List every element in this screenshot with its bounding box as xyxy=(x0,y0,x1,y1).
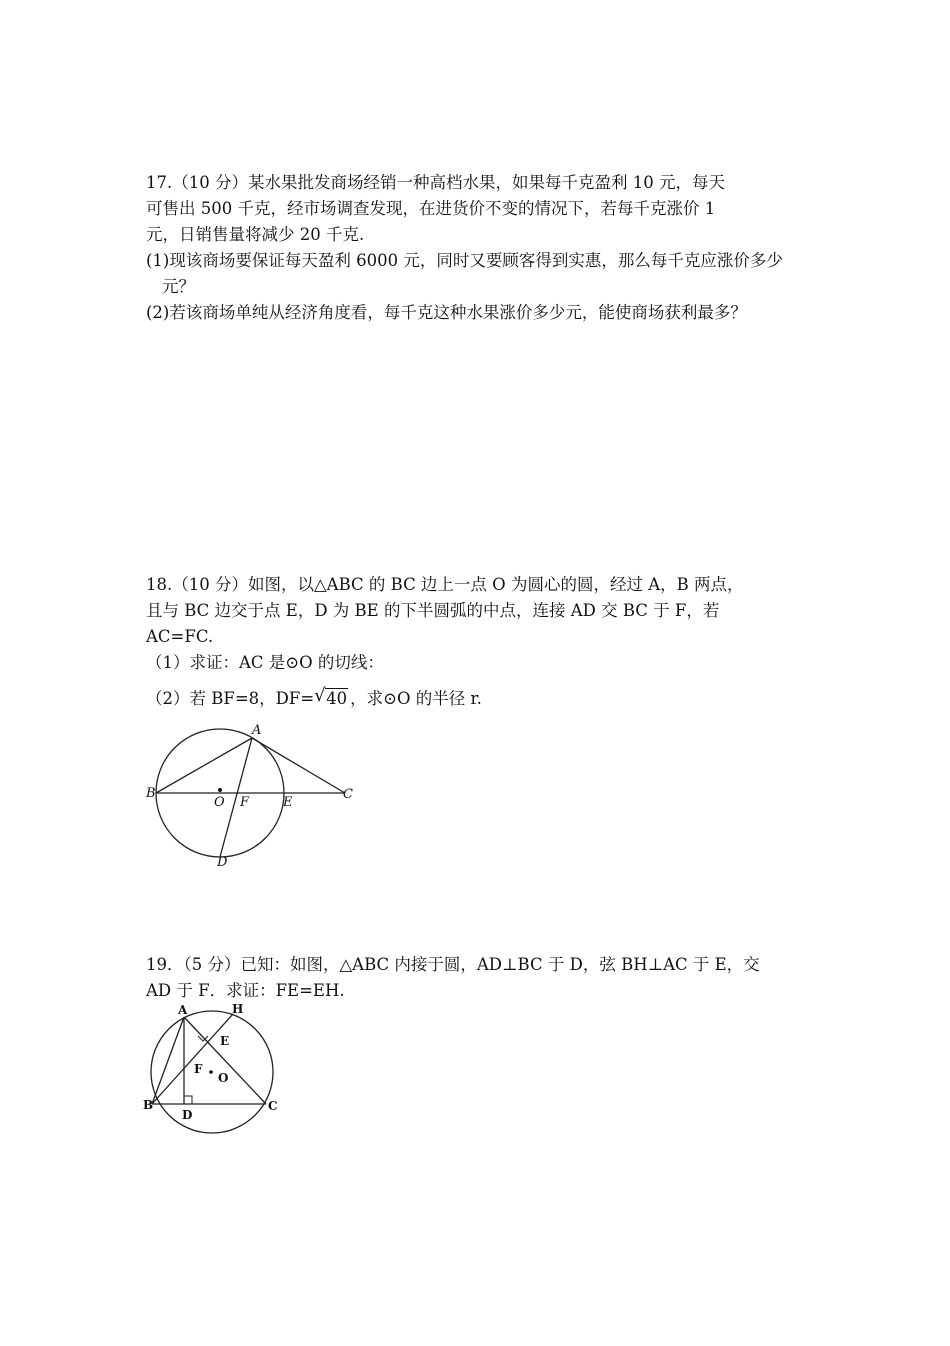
q18-part-2 xyxy=(146,686,810,712)
fig19-center-dot xyxy=(209,1070,213,1074)
fig18-label-A: A xyxy=(252,723,262,738)
fig18-label-E: E xyxy=(283,795,293,810)
fig19-label-B: B xyxy=(143,1098,154,1112)
q18-line-3: AC=FC. xyxy=(146,627,214,646)
fig19-right-angle-D xyxy=(184,1096,192,1104)
q17-line-1: 17.（10 分）某水果批发商场经销一种高档水果，如果每千克盈利 10 元，每天 xyxy=(146,173,725,192)
q17-part-1: (1)现该商场要保证每天盈利 6000 元，同时又要顾客得到实惠，那么每千克应涨价多少元？ xyxy=(146,251,783,296)
fig19-label-H: H xyxy=(232,1002,244,1016)
q18-line-1: 18.（10 分）如图，以△ABC 的 BC 边上一点 O 为圆心的圆，经过 A，B 两点， xyxy=(146,575,744,594)
q19-line-2: AD 于 F．求证：FE=EH. xyxy=(146,981,345,1000)
fig19-line-BH xyxy=(152,1014,233,1104)
q17-part-2: (2)若该商场单纯从经济角度看，每千克这种水果涨价多少元，能使商场获利最多？ xyxy=(146,303,747,322)
fig18-center-dot xyxy=(218,788,222,792)
fig19-line-AC xyxy=(184,1017,266,1104)
question-18 xyxy=(146,572,810,712)
q17-line-2: 可售出 500 千克，经市场调查发现，在进货价不变的情况下，若每千克涨价 1 xyxy=(146,199,716,218)
figure-18 xyxy=(140,718,370,868)
q18-part-2-after: ，求⊙O 的半径 r. xyxy=(350,689,482,708)
figure-19 xyxy=(140,1000,290,1140)
question-19 xyxy=(146,952,810,1004)
q18-part-2-before: （2）若 BF=8，DF= xyxy=(146,689,315,708)
fig19-label-A: A xyxy=(178,1003,188,1017)
fig18-label-F: F xyxy=(240,795,250,810)
fig18-label-B: B xyxy=(146,786,156,801)
question-17 xyxy=(146,170,810,326)
fig18-label-O: O xyxy=(214,795,225,810)
fig18-line-AB xyxy=(156,738,252,793)
fig19-label-F: F xyxy=(194,1062,203,1076)
fig19-label-C: C xyxy=(268,1099,278,1113)
q18-line-2: 且与 BC 边交于点 E，D 为 BE 的下半圆弧的中点，连接 AD 交 BC 于 F，若 xyxy=(146,601,720,620)
q17-line-3: 元，日销售量将减少 20 千克. xyxy=(146,225,365,244)
fig18-label-C: C xyxy=(343,787,353,802)
fig19-label-O: O xyxy=(218,1071,229,1085)
q18-part-1: （1）求证：AC 是⊙O 的切线： xyxy=(146,653,384,672)
sqrt-40: √ 40 xyxy=(314,685,348,708)
fig18-label-D: D xyxy=(217,855,228,868)
fig18-line-AC xyxy=(252,738,345,793)
q19-line-1: 19．（5 分）已知：如图，△ABC 内接于圆，AD⊥BC 于 D，弦 BH⊥AC 于 E，交 xyxy=(146,955,760,974)
fig19-label-E: E xyxy=(220,1034,230,1048)
fig19-label-D: D xyxy=(182,1108,193,1122)
